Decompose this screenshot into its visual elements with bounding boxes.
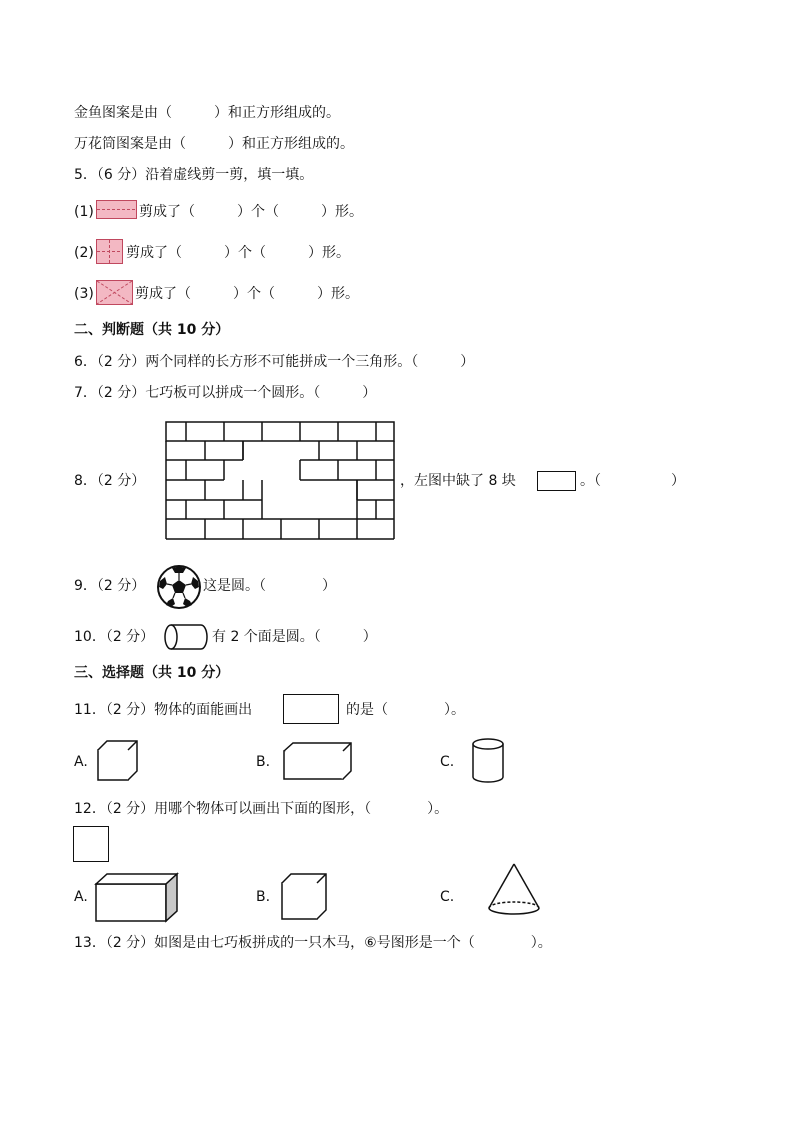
q12-option-b-label[interactable]: B.	[256, 889, 271, 905]
q5-1-text: 剪成了（ ）个（ ）形。	[139, 204, 363, 220]
q5-1-label: (1)	[74, 204, 94, 220]
cuboid-icon[interactable]	[282, 741, 354, 781]
question-8-text-a: ，左图中缺了 8 块	[400, 473, 516, 489]
question-10-prefix: 10．（2 分）	[74, 629, 155, 645]
dashed-rectangle-horizontal-icon	[96, 200, 138, 220]
q5-2-label: (2)	[74, 245, 94, 261]
question-7: 7．（2 分）七巧板可以拼成一个圆形。（ ）	[74, 385, 377, 401]
q5-2-text: 剪成了（ ）个（ ）形。	[126, 245, 350, 261]
question-13: 13．（2 分）如图是由七巧板拼成的一只木马，⑥号图形是一个（ ）。	[74, 935, 552, 951]
shaded-cuboid-icon[interactable]	[94, 872, 180, 924]
question-6: 6．（2 分）两个同样的长方形不可能拼成一个三角形。（ ）	[74, 354, 475, 370]
q12-option-a-label[interactable]: A.	[74, 889, 88, 905]
goldfish-question: 金鱼图案是由（ ）和正方形组成的。	[74, 105, 340, 121]
question-8-prefix: 8．（2 分）	[74, 473, 146, 489]
q11-option-a-label[interactable]: A.	[74, 754, 88, 770]
brick-wall-figure	[164, 420, 396, 542]
rectangle-icon	[283, 694, 339, 724]
question-10-text: 有 2 个面是圆。（ ）	[212, 629, 377, 645]
question-5: 5．（6 分）沿着虚线剪一剪，填一填。	[74, 167, 314, 183]
q5-3-text: 剪成了（ ）个（ ）形。	[135, 286, 359, 302]
dashed-square-cross-icon	[96, 239, 124, 265]
brick-icon	[537, 471, 576, 491]
question-11-text-b: 的是（ ）。	[346, 702, 465, 718]
question-9-text: 这是圆。（ ）	[203, 578, 336, 594]
dashed-rectangle-diagonals-icon	[96, 280, 134, 306]
section-3-title: 三、选择题（共 10 分）	[74, 665, 230, 681]
question-11-text-a: 11．（2 分）物体的面能画出	[74, 702, 253, 718]
cube-icon[interactable]	[96, 739, 140, 783]
question-12: 12．（2 分）用哪个物体可以画出下面的图形，（ ）。	[74, 801, 449, 817]
cube-icon-b[interactable]	[280, 872, 328, 922]
q12-option-c-label[interactable]: C.	[440, 889, 455, 905]
question-9-prefix: 9．（2 分）	[74, 578, 146, 594]
cone-icon[interactable]	[486, 862, 542, 918]
q11-option-c-label[interactable]: C.	[440, 754, 455, 770]
q11-option-b-label[interactable]: B.	[256, 754, 271, 770]
cylinder-lying-icon	[163, 623, 209, 651]
square-icon	[73, 826, 109, 862]
cylinder-upright-icon[interactable]	[471, 737, 505, 785]
question-8-text-b: 。（ ）	[580, 473, 685, 489]
q5-3-label: (3)	[74, 286, 94, 302]
soccer-ball-icon	[156, 564, 202, 610]
kaleidoscope-question: 万花筒图案是由（ ）和正方形组成的。	[74, 136, 354, 152]
section-2-title: 二、判断题（共 10 分）	[74, 322, 230, 338]
